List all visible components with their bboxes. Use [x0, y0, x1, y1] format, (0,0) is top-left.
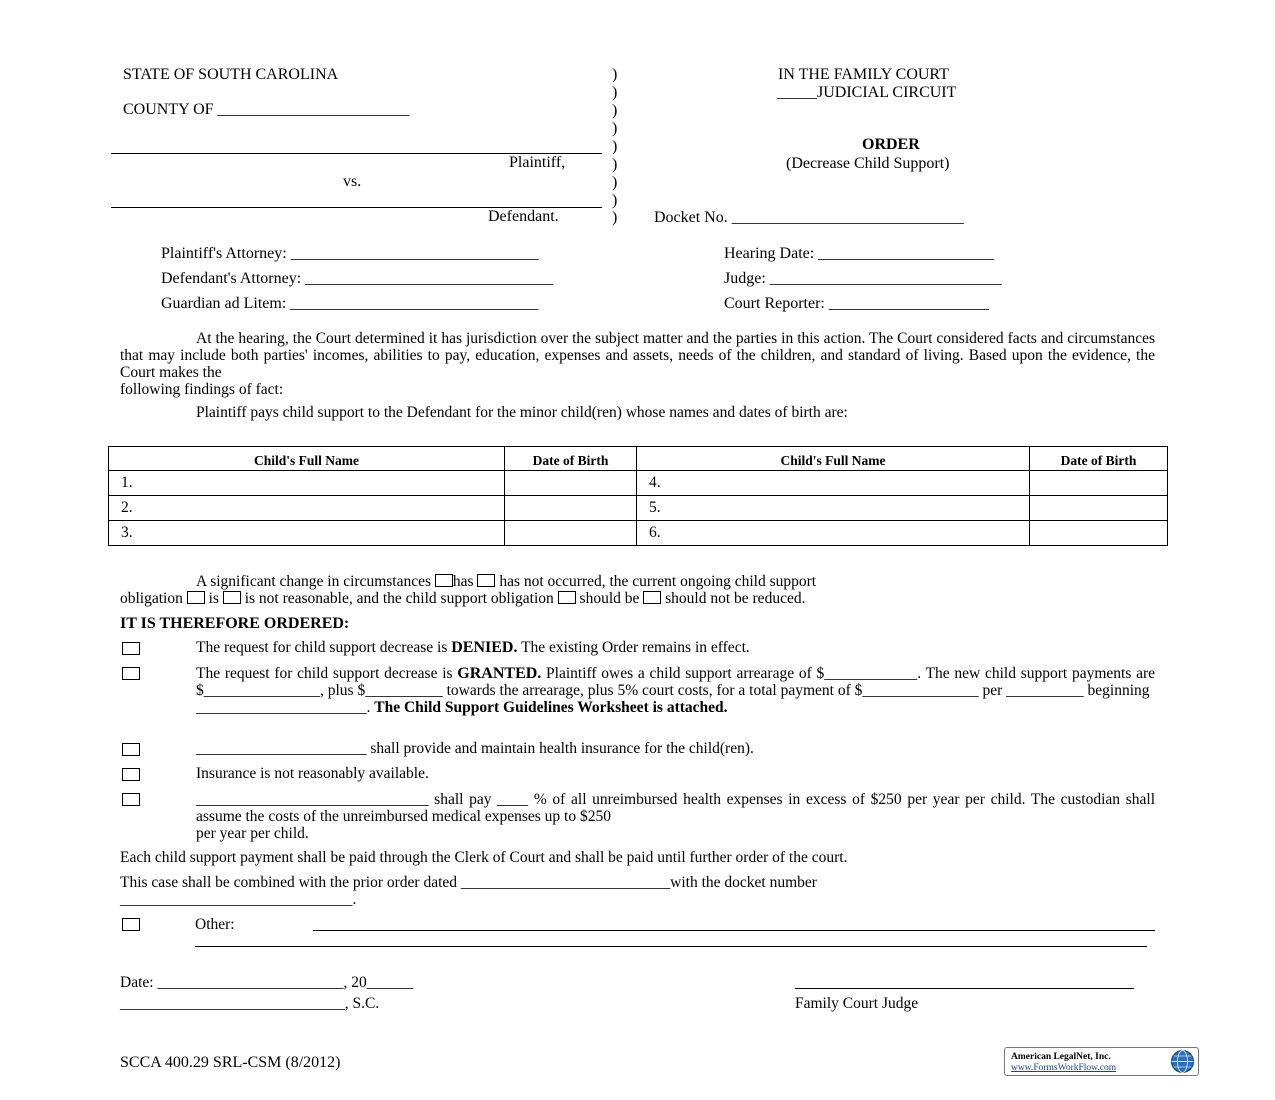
- change-paragraph: A significant change in circumstances has has not occurred, the current ongoing child support obligation is is not reasonable, and the child support obligation should be should not be reduced.: [120, 573, 817, 607]
- page-subtitle: (Decrease Child Support): [786, 155, 950, 172]
- defendant-label: Defendant.: [488, 208, 559, 225]
- state-label: STATE OF SOUTH CAROLINA: [123, 66, 339, 83]
- judge-field[interactable]: Judge: _____________________________: [724, 270, 1002, 287]
- date-field[interactable]: Date: ________________________, 20______: [120, 974, 414, 991]
- is-not-reasonable-checkbox[interactable]: [223, 591, 241, 604]
- denied-checkbox[interactable]: [122, 642, 140, 655]
- judge-signature-line[interactable]: [795, 988, 1134, 989]
- defendant-attorney-field[interactable]: Defendant's Attorney: _______________________________: [161, 270, 554, 287]
- county-label[interactable]: COUNTY OF ________________________: [123, 101, 410, 118]
- table-row: [109, 521, 1168, 546]
- vs-label: vs.: [343, 173, 362, 190]
- hearing-date-field[interactable]: Hearing Date: ______________________: [724, 245, 995, 262]
- findings-paragraph: At the hearing, the Court determined it has jurisdiction over the subject matter and the parties in this action. The Court considered facts and circumstances that may include both parties' incomes, abilities to pay, education, expenses and assets, needs of the children, and standard of living. Based upon the evidence, the Court makes the following findings of fact:: [120, 330, 1155, 398]
- child-name-cell[interactable]: 6.: [637, 521, 1030, 546]
- child-dob-cell[interactable]: [505, 471, 637, 496]
- granted-checkbox[interactable]: [122, 667, 140, 680]
- child-name-cell[interactable]: 5.: [637, 496, 1030, 521]
- combined-docket-line[interactable]: ______________________________.: [120, 891, 357, 908]
- insurance-not-available-checkbox[interactable]: [122, 768, 140, 781]
- is-reasonable-checkbox[interactable]: [187, 591, 205, 604]
- should-be-reduced-checkbox[interactable]: [558, 591, 576, 604]
- children-table: [108, 446, 1168, 546]
- other-line[interactable]: [195, 946, 1147, 947]
- medical-expenses-checkbox[interactable]: [122, 793, 140, 806]
- place-field[interactable]: _____________________________, S.C.: [120, 995, 380, 1012]
- child-name-cell[interactable]: 3.: [109, 521, 505, 546]
- form-id: SCCA 400.29 SRL-CSM (8/2012): [120, 1054, 341, 1071]
- child-dob-cell[interactable]: [1030, 471, 1168, 496]
- other-line[interactable]: [313, 930, 1155, 931]
- health-insurance-checkbox[interactable]: [122, 743, 140, 756]
- other-label: Other:: [195, 916, 235, 933]
- should-not-be-reduced-checkbox[interactable]: [643, 591, 661, 604]
- child-dob-cell[interactable]: [505, 521, 637, 546]
- granted-order-text[interactable]: The request for child support decrease is GRANTED. Plaintiff owes a child support arrearage of $____________. The new child support payments are $_______________, plus $__________ towards the arrearage, plus 5% court costs, for a total payment of $_______________ per __________ beginning ______________________. The Child Support Guidelines Worksheet is attached.: [196, 665, 1156, 716]
- child-name-cell[interactable]: 1.: [109, 471, 505, 496]
- guardian-ad-litem-field[interactable]: Guardian ad Litem: _______________________________: [161, 295, 539, 312]
- other-checkbox[interactable]: [122, 918, 140, 931]
- docket-number-field[interactable]: Docket No. _____________________________: [654, 209, 964, 226]
- has-not-checkbox[interactable]: [477, 574, 495, 587]
- child-dob-cell[interactable]: [505, 496, 637, 521]
- plaintiff-label: Plaintiff,: [509, 154, 566, 171]
- health-insurance-text[interactable]: ______________________ shall provide and maintain health insurance for the child(ren).: [196, 740, 754, 757]
- court-label: IN THE FAMILY COURT: [778, 66, 949, 83]
- column-header: Child's Full Name: [109, 447, 505, 471]
- globe-icon: [1170, 1049, 1195, 1074]
- child-dob-cell[interactable]: [1030, 496, 1168, 521]
- column-header: Child's Full Name: [637, 447, 1030, 471]
- has-checkbox[interactable]: [435, 574, 453, 587]
- table-header-row: [109, 447, 1168, 471]
- insurance-not-available-text: Insurance is not reasonably available.: [196, 765, 429, 782]
- table-row: [109, 471, 1168, 496]
- judge-signature-label: Family Court Judge: [795, 995, 919, 1012]
- medical-expenses-text[interactable]: ______________________________ shall pay ____ % of all unreimbursed health expenses in excess of $250 per year per child. The custodian shall assume the costs of the unreimbursed medical expenses up to $250 per year per child.: [196, 791, 1155, 842]
- children-intro: Plaintiff pays child support to the Defendant for the minor child(ren) whose names and dates of birth are:: [196, 404, 848, 421]
- combined-order-text[interactable]: This case shall be combined with the prior order dated ___________________________with the docket number: [120, 874, 817, 891]
- page-title: ORDER: [862, 136, 920, 153]
- child-dob-cell[interactable]: [1030, 521, 1168, 546]
- child-name-cell[interactable]: 4.: [637, 471, 1030, 496]
- clerk-payment-text: Each child support payment shall be paid through the Clerk of Court and shall be paid until further order of the court.: [120, 849, 848, 866]
- child-name-cell[interactable]: 2.: [109, 496, 505, 521]
- court-reporter-field[interactable]: Court Reporter: ____________________: [724, 295, 989, 312]
- denied-order-text: The request for child support decrease is DENIED. The existing Order remains in effect.: [196, 639, 750, 656]
- column-header: Date of Birth: [505, 447, 637, 471]
- table-row: [109, 496, 1168, 521]
- circuit-label[interactable]: _____JUDICIAL CIRCUIT: [777, 84, 957, 101]
- column-header: Date of Birth: [1030, 447, 1168, 471]
- plaintiff-attorney-field[interactable]: Plaintiff's Attorney: _______________________________: [161, 245, 539, 262]
- legalnet-logo[interactable]: American LegalNet, Inc. www.FormsWorkFlow.com: [1004, 1047, 1199, 1076]
- forms-workflow-link[interactable]: www.FormsWorkFlow.com: [1011, 1063, 1117, 1073]
- ordered-heading: IT IS THEREFORE ORDERED:: [120, 615, 350, 632]
